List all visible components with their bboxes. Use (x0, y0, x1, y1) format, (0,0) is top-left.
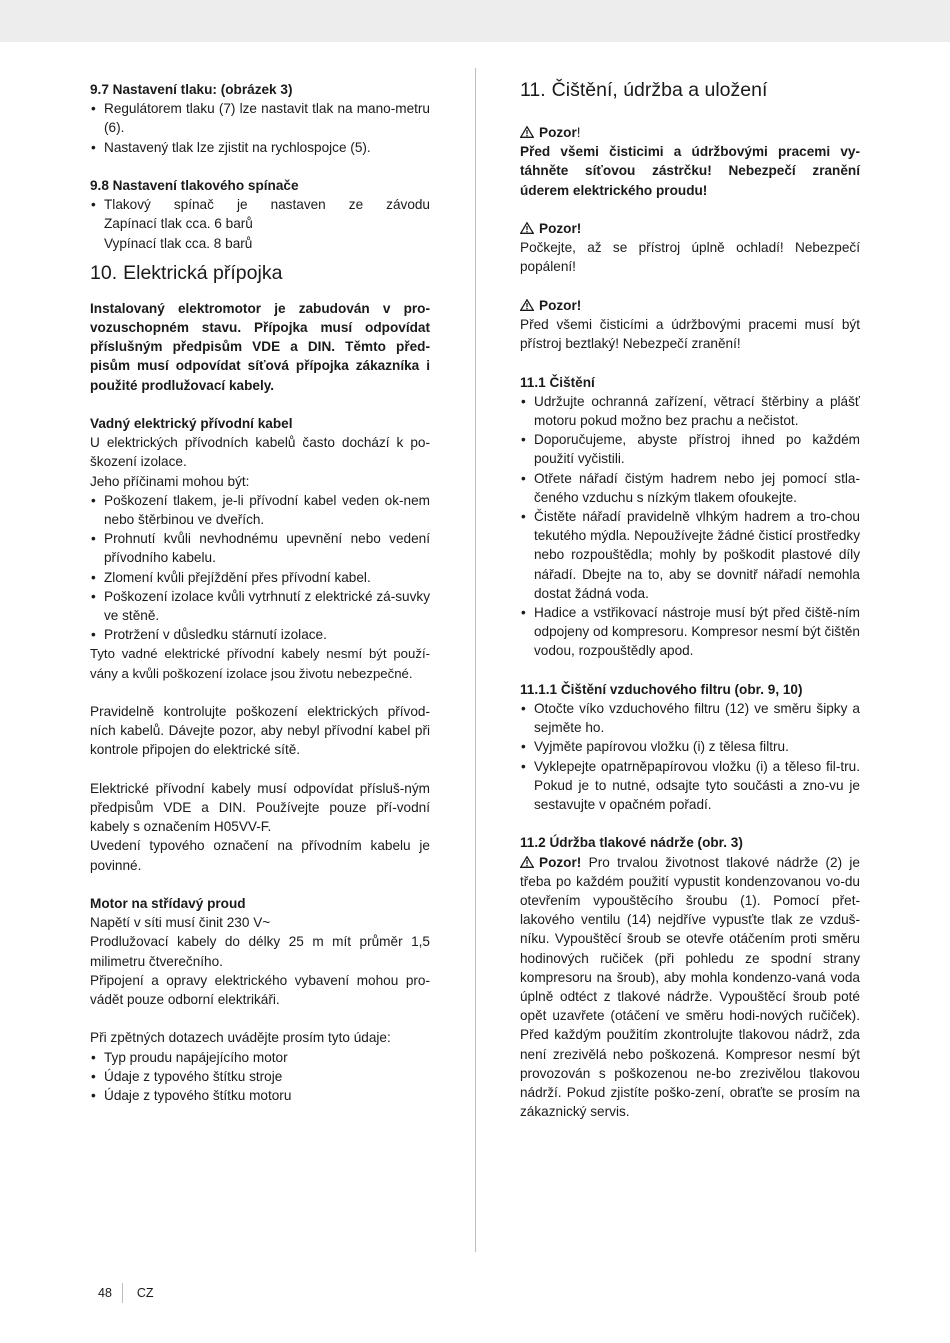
section-10-intro: Instalovaný elektromotor je zabudován v pro-vozuschopném stavu. Přípojka musí odpovídat příslušným předpisům VDE a DIN. Těmto před-pisům musí odpovídat síťová přípojka zákazníka i použité prodlužovací kabely. (90, 300, 430, 393)
warning-2-text: Počkejte, až se přístroj úplně ochladí! Nebezpečí popálení! (520, 240, 860, 275)
list-item: • Typ proudu napájejícího motor (90, 1048, 430, 1067)
warning-triangle-icon (520, 126, 534, 138)
section-11-title: Čištění, údržba a uložení (551, 79, 768, 101)
warning-2-label: Pozor! (539, 221, 582, 236)
list-item: • Protržení v důsledku stárnutí izolace. (90, 625, 430, 644)
warning-1-label: Pozor (539, 125, 577, 140)
page-footer (98, 1283, 154, 1303)
warning-1-text: Před všemi čisticimi a údržbovými pracemi vy-táhněte síťovou zástrčku! Nebezpečí zranění úderem elektrického proudu! (520, 144, 860, 198)
cable-paragraph: Elektrické přívodní kabely musí odpovídat přísluš-ným předpisům VDE a DIN. Používejte pouze pří-vodní kabely s označením H05VV-F. (90, 780, 430, 835)
warning-1-exclamation: ! (576, 125, 581, 140)
list-item: • Vyklepejte opatrněpapírovou vložku (i) a těleso fil-tru. Pokud je to nutné, odsajte tyto součásti a zno-vu je sestavujte v opačném pořadí. (520, 757, 860, 815)
warning-3-label: Pozor! (539, 297, 582, 313)
motor-paragraph: Při zpětných dotazech uvádějte prosím tyto údaje: (90, 1030, 391, 1046)
section-10-title: Elektrická přípojka (123, 261, 283, 284)
cable-paragraph: Tyto vadné elektrické přívodní kabely nesmí být použí-vány a kvůli poškození izolace jsou životu nebezpečné. (90, 646, 430, 681)
left-column (90, 80, 430, 1105)
section-10-heading (90, 261, 430, 285)
warning-3-text: Před všemi čisticími a údržbovými pracemi musí být přístroj beztlaký! Nebezpečí zranění! (520, 317, 860, 352)
list-item: • Nastavený tlak lze zjistit na rychlospojce (5). (90, 138, 430, 157)
column-divider (475, 68, 476, 1252)
list-item (90, 195, 430, 214)
warning-triangle-icon (520, 856, 534, 868)
footer-divider (122, 1283, 123, 1303)
list-item: • Poškození izolace kvůli vytrhnutí z elektrické zá-suvky ve stěně. (90, 587, 430, 625)
section-11-2-text (520, 853, 860, 1122)
section-11-2-title: 11.2 Údržba tlakové nádrže (obr. 3) (520, 835, 743, 851)
list-item: • Hadice a vstřikovací nástroje musí být před čiště-ním odpojeny od kompresoru. Kompresor nesmí být čištěn vodou, rozpouštědly apod. (520, 603, 860, 661)
list-item: • Čistěte nářadí pravidelně vlhkým hadrem a tro-chou tekutého mýdla. Nepoužívejte žádné čisticí prostředky nebo rozpouštědla; mohly by poškodit plastové díly nářadí. Dbejte na to, aby se dovnitř nářadí nemohla dostat žádná voda. (520, 507, 860, 603)
cable-causes-list (90, 491, 430, 645)
top-band (0, 0, 950, 42)
section-9-7-title: 9.7 Nastavení tlaku: (obrázek 3) (90, 82, 293, 97)
list-item: • Vyjměte papírovou vložku (i) z tělesa filtru. (520, 737, 860, 756)
motor-paragraph: Prodlužovací kabely do délky 25 m mít průměr 1,5 milimetru čtverečního. (90, 934, 430, 969)
motor-info-list (90, 1048, 430, 1106)
section-9-8-list (90, 195, 430, 214)
section-11-1-1-list (520, 699, 860, 814)
switch-on-pressure: Zapínací tlak cca. 6 barů (104, 216, 253, 232)
list-item: • Regulátorem tlaku (7) lze nastavit tlak na mano-metru (6). (90, 99, 430, 137)
switch-off-pressure: Vypínací tlak cca. 8 barů (104, 235, 253, 251)
warning-1-label-line (520, 123, 860, 142)
section-11-number: 11. (520, 79, 546, 101)
list-item: • Poškození tlakem, je-li přívodní kabel veden ok-nem nebo štěrbinou ve dveřích. (90, 491, 430, 529)
warning-triangle-icon (520, 222, 534, 234)
list-item: • Prohnutí kvůli nevhodnému upevnění nebo vedení přívodního kabelu. (90, 529, 430, 567)
cable-paragraph: Uvedení typového označení na přívodním kabelu je povinné. (90, 838, 430, 873)
motor-title: Motor na střídavý proud (90, 896, 246, 912)
section-11-1-title: 11.1 Čištění (520, 374, 595, 390)
cable-paragraph: Jeho příčinami mohou být: (90, 473, 250, 489)
list-item-text: Tlakový spínač je nastaven ze závodu (104, 197, 430, 213)
section-11-1-1-title: 11.1.1 Čištění vzduchového filtru (obr. 9, 10) (520, 681, 803, 697)
section-11-1-list (520, 392, 860, 661)
list-item: • Otřete nářadí čistým hadrem nebo jej pomocí stla-čeného vzduchu s nízkým tlakem ofoukejte. (520, 469, 860, 507)
list-item: • Doporučujeme, abyste přístroj ihned po každém použití vyčistili. (520, 430, 860, 468)
cable-paragraph: U elektrických přívodních kabelů často dochází k po-škození izolace. (90, 435, 430, 470)
list-item: • Udržujte ochranná zařízení, větrací štěrbiny a plášť motoru pokud možno bez prachu a nečistot. (520, 392, 860, 430)
section-9-8-title: 9.8 Nastavení tlakového spínače (90, 178, 299, 193)
warning-triangle-icon (520, 299, 534, 311)
motor-paragraph: Připojení a opravy elektrického vybavení mohou pro-vádět pouze odborní elektrikáři. (90, 972, 430, 1008)
cable-title: Vadný elektrický přívodní kabel (90, 416, 293, 432)
section-10-number: 10. (90, 261, 118, 284)
section-11-heading (520, 78, 860, 102)
list-item: • Zlomení kvůli přejíždění přes přívodní kabel. (90, 568, 430, 587)
warning-3-label-line (520, 296, 860, 315)
section-11-2-warning-label: Pozor! (539, 854, 582, 870)
section-11-2-body: Pro trvalou životnost tlakové nádrže (2) je třeba po každém použití vypustit kondenzovanou vo-du otevřením vypouštěcího šroubu (1). Pomocí přet-lakového ventilu (14) nejdříve vypusťte tlak ze vzduš-níku. Vypouštěcí šroub se otevře otáčením proti směru hodinových ručiček (při pohledu ze spodní strany kompresoru na šroub), aby mohla kondenzo-vaná voda úplně odtéct z tlakové nádrže. Vypouštěcí šroub poté opět uzavřete (otáčení ve směru hodi-nových ručiček). Před každým použitím zkontrolujte tlakovou nádrž, zda není zrezivělá nebo poškozená. Kompresor nesmí být provozován s poškozenou ne-bo zrezivělou tlakovou nádrží. Pokud zjistíte poško-zení, obraťte se prosím na zákaznický servis. (520, 854, 860, 1120)
motor-paragraph: Napětí v síti musí činit 230 V~ (90, 915, 271, 931)
warning-2-label-line (520, 219, 860, 238)
cable-paragraph: Pravidelně kontrolujte poškození elektrických přívod-ních kabelů. Dávejte pozor, aby nebyl přívodní kabel při kontrole připojen do elektrické sítě. (90, 704, 430, 758)
list-item: • Otočte víko vzduchového filtru (12) ve směru šipky a sejměte ho. (520, 699, 860, 737)
section-9-7-list (90, 99, 430, 157)
list-item: • Údaje z typového štítku stroje (90, 1067, 430, 1086)
list-item: • Údaje z typového štítku motoru (90, 1086, 430, 1105)
right-column (520, 80, 860, 1121)
page-number: 48 (98, 1286, 112, 1300)
language-code: CZ (136, 1286, 154, 1300)
